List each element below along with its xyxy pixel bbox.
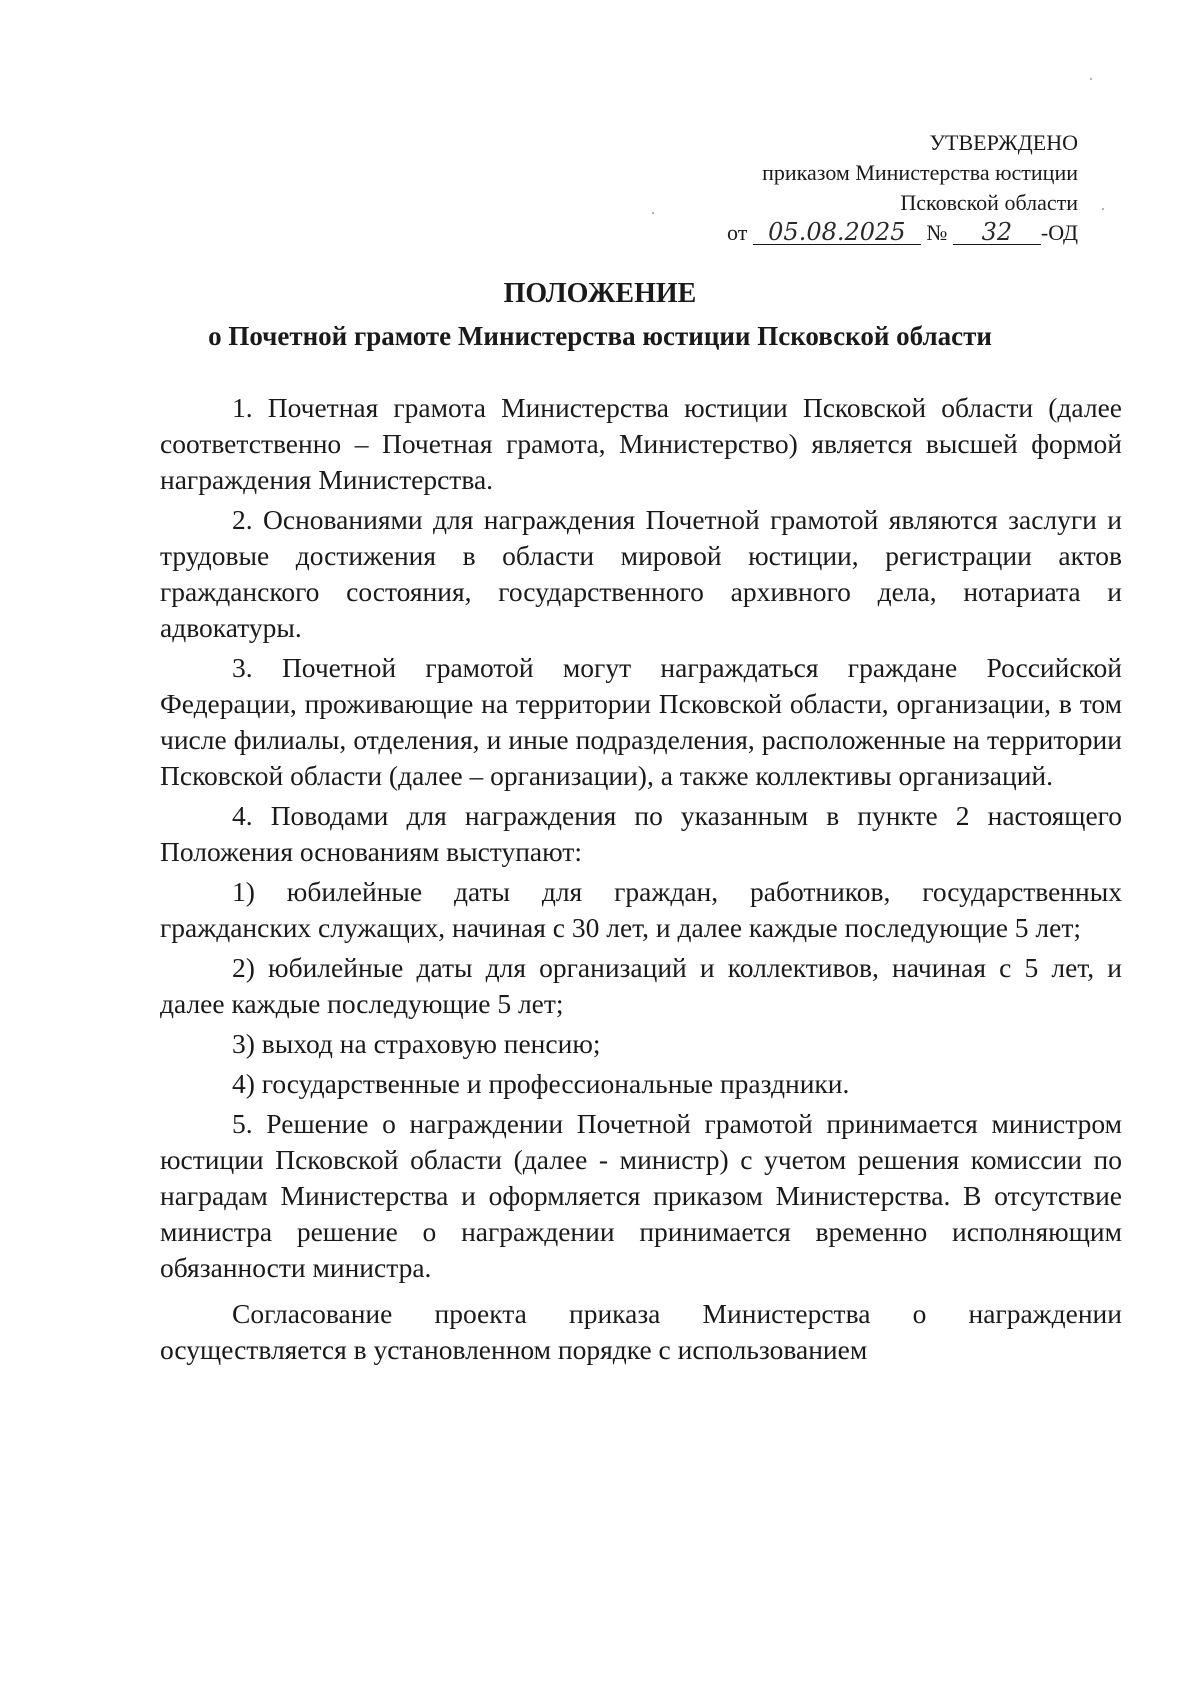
list-item-4: 4) государственные и профессиональные праздники. — [232, 1068, 850, 1099]
approval-block — [558, 128, 1078, 248]
scan-speck — [1102, 208, 1104, 210]
scan-speck — [1090, 78, 1092, 80]
paragraph-5: 5. Решение о награждении Почетной грамотой принимается министром юстиции Псковской области (далее - министр) с учетом решения комиссии по наградам Министерства и оформляется приказом Министерства. В отсутствие министра решение о награждении принимается временно исполняющим обязанности министра. — [160, 1108, 1122, 1283]
paragraph-3: 3. Почетной грамотой могут награждаться граждане Российской Федерации, проживающие на территории Псковской области, организации, в том числе филиалы, отделения, и иные подразделения, расположенные на территории Псковской области (далее – организации), а также коллективы организаций. — [160, 652, 1122, 791]
list-item-1: 1) юбилейные даты для граждан, работников, государственных гражданских служащих, начиная с 30 лет, и далее каждые последующие 5 лет; — [160, 876, 1122, 943]
approval-from-prefix: от — [727, 220, 748, 245]
paragraph-1: 1. Почетная грамота Министерства юстиции Псковской области (далее соответственно – Почетная грамота, Министерство) является высшей формой награждения Министерства. — [160, 392, 1122, 495]
approval-region-line: Псковской области — [900, 190, 1078, 215]
approval-number-handwritten: 32 — [953, 220, 1041, 245]
approval-number-suffix: -ОД — [1040, 220, 1078, 245]
document-subtitle: о Почетной грамоте Министерства юстиции Псковской области — [208, 321, 992, 351]
approval-order-line: приказом Министерства юстиции — [762, 160, 1078, 185]
list-item-3: 3) выход на страховую пенсию; — [232, 1028, 601, 1059]
paragraph-2: 2. Основаниями для награждения Почетной грамотой являются заслуги и трудовые достижения в области мировой юстиции, регистрации актов гражданского состояния, государственного архивного дела, нотариата и адвокатуры. — [160, 504, 1122, 643]
approval-heading: УТВЕРЖДЕНО — [929, 130, 1078, 155]
approval-date-number-line — [558, 218, 1078, 248]
paragraph-approval: Согласование проекта приказа Министерства о награждении осуществляется в установленном порядке с использованием — [160, 1298, 1122, 1365]
approval-number-sign: № — [926, 220, 948, 245]
document-body — [160, 390, 1122, 1372]
paragraph-4: 4. Поводами для награждения по указанным в пункте 2 настоящего Положения основаниям выступают: — [160, 800, 1122, 867]
list-item-2: 2) юбилейные даты для организаций и коллективов, начиная с 5 лет, и далее каждые последующие 5 лет; — [160, 952, 1122, 1019]
document-title: ПОЛОЖЕНИЕ — [503, 278, 697, 309]
approval-date-handwritten: 05.08.2025 — [753, 220, 921, 245]
